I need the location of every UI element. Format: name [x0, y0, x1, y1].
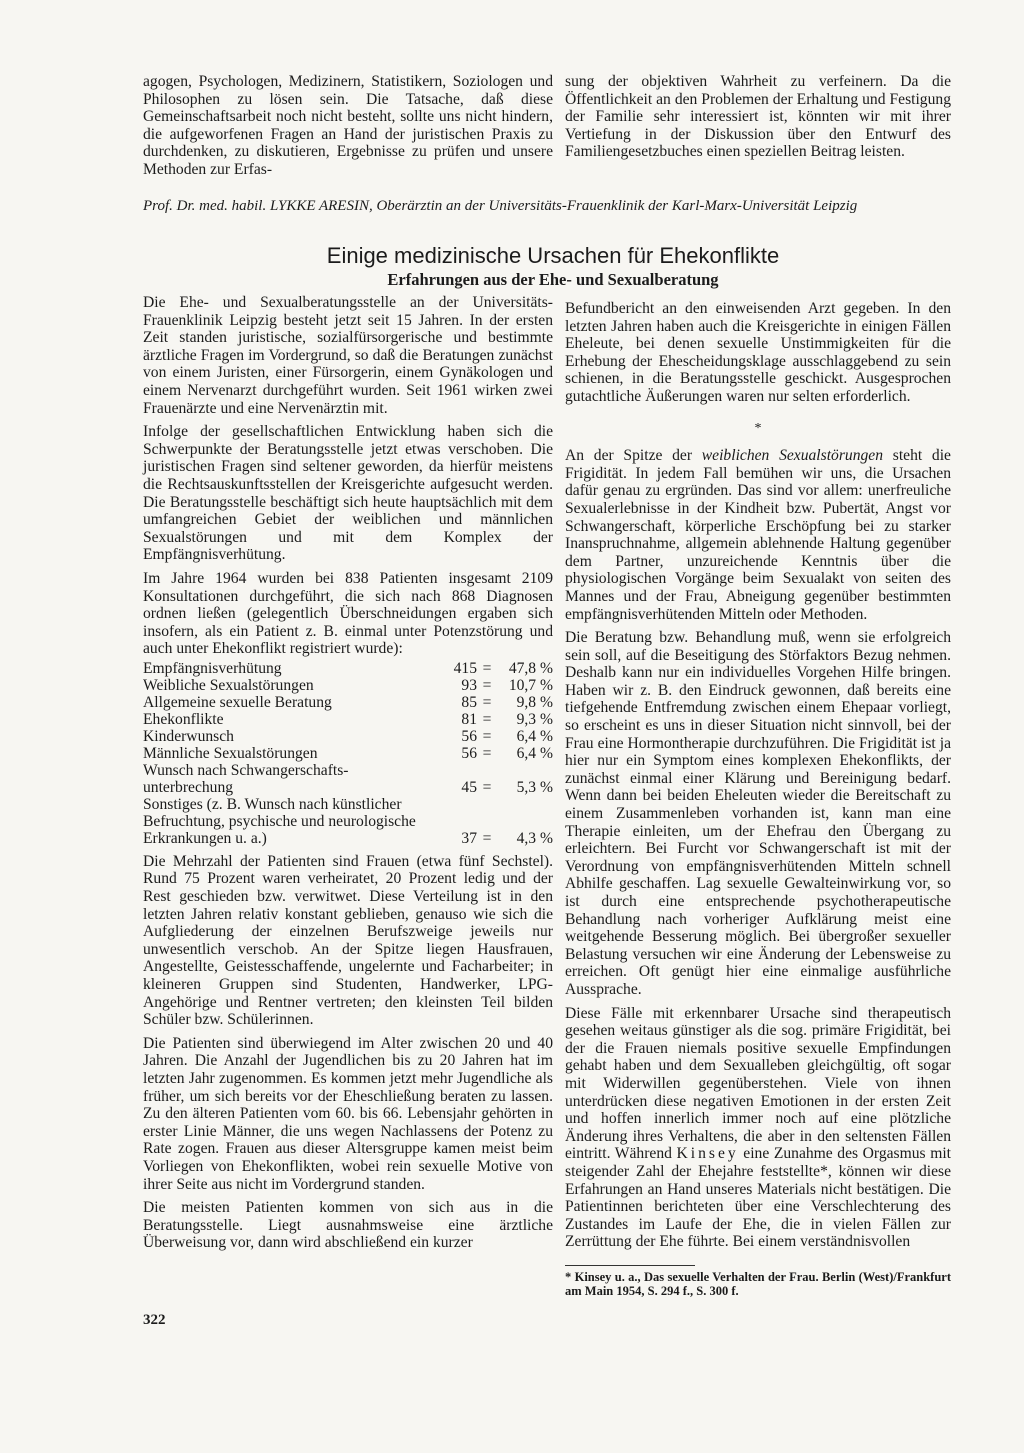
paragraph: Infolge der gesellschaftlichen Entwicklung haben sich die Schwerpunkte der Beratungsstelle jetzt etwas verschoben. Die juristischen Fragen sind seltener geworden, da hierfür meistens die Rechtsauskunftsstellen der Kreisgerichte aufgesucht werden. Die Beratungsstelle beschäftigt sich heute hauptsächlich mit dem umfangreichen Gebiet der weiblichen und männlichen Sexualstörungen und mit dem Komplex der Empfängnisverhütung.	[143, 423, 553, 564]
table-row	[143, 711, 553, 728]
paragraph	[565, 447, 951, 623]
diagnosis-statistics-table	[143, 660, 553, 847]
emphasis-text: weiblichen Sexualstörungen	[701, 447, 884, 465]
stat-percent: 9,3 %	[516, 710, 553, 728]
stat-percent: 4,3 %	[516, 829, 553, 847]
paragraph: Befundbericht an den einweisenden Arzt gegeben. In den letzten Jahren haben auch die Kreisgerichte in einigen Fällen Eheleute, bei denen sexuelle Unstimmigkeiten für die Erhebung der Ehescheidungsklage ausschlaggebend zu sein schienen, in die Beratungsstelle geschickt. Ausgesprochen gutachtliche Äußerungen waren nur selten erforderlich.	[565, 300, 951, 405]
stat-percent: 6,4 %	[516, 727, 553, 745]
table-row	[143, 745, 553, 762]
paragraph: Die Beratung bzw. Behandlung muß, wenn sie erfolgreich sein soll, auf die Beseitigung des Störfaktors Bezug nehmen. Deshalb kann nur ein individuelles Vorgehen Hilfe bringen. Haben wir z. B. den Eindruck gewonnen, daß bereits eine tiefgehende Entfremdung zwischen einem Ehepaar vorliegt, so erscheint es uns in dieser Situation nicht sinnvoll, bei der Frau eine Hormontherapie durchzuführen. Die Frigidität ist ja hier nur ein Symptom eines komplexen Ehekonflikts, der zunächst einmal einer Klärung und Bereinigung bedarf. Wenn dann bei beiden Eheleuten wieder die Bereitschaft zu einem Zusammenleben vorhanden ist, kann man eine Therapie einleiten, um der Ehefrau den Übergang zu erleichtern. Bei Furcht vor Schwangerschaft ist mit der Verordnung von empfängnisverhütenden Mitteln schnell Abhilfe geschaffen. Lag sexuelle Gewalteinwirkung vor, so ist durch eine entsprechende psychotherapeutische Behandlung nach vorheriger Aufklärung meist eine weitgehende Besserung möglich. Bei übergroßer sexueller Belastung versuchen wir eine Änderung der Lebensweise zu erreichen. Oft genügt hier eine einmalige ausführliche Aussprache.	[565, 629, 951, 998]
paragraph: Die Patienten sind überwiegend im Alter zwischen 20 und 40 Jahren. Die Anzahl der Jugendlichen bis zu 20 Jahren hat im letzten Jahr zugenommen. Es kommen jetzt mehr Jugendliche als früher, um sich bereits vor der Eheschließung beraten zu lassen. Zu den älteren Patienten vom 60. bis 66. Lebensjahr gehörten in erster Linie Männer, die uns wegen Nachlassens der Potenz zu Rate zogen. Frauen aus dieser Altersgruppe kamen meist beim Vorliegen von Ehekonflikten, wobei rein sexuelle Motive von ihrer Seite aus nicht im Vordergrund standen.	[143, 1034, 553, 1193]
stat-percent: 10,7 %	[508, 676, 553, 694]
article-right-column	[565, 300, 951, 1299]
top-left-column	[143, 73, 553, 185]
top-left-text: agogen, Psychologen, Medizinern, Statistikern, Soziologen und Philosophen zu lösen sein. Die Tatsache, daß diese Gemeinschaftsarbeit noch nicht besteht, sollte uns nicht hindern, die aufgeworfenen Fragen an Hand der juristischen Praxis zu durchdenken, zu diskutieren, Ergebnisse zu prüfen und unsere Methoden zur Erfas-	[143, 73, 553, 178]
author-byline: Prof. Dr. med. habil. LYKKE ARESIN, Oberärztin an der Universitäts-Frauenklinik der Karl-Marx-Universität Leipzig	[143, 198, 858, 214]
stat-equals: =	[482, 744, 492, 762]
stat-equals: =	[482, 659, 492, 677]
stat-label: Kinderwunsch	[143, 727, 234, 745]
paragraph: Die Ehe- und Sexualberatungsstelle an der Universitäts-Frauenklinik Leipzig besteht jetzt seit 15 Jahren. In der ersten Zeit standen juristische, sozialfürsorgerische und bestimmte ärztliche Fragen im Vordergrund, so daß die Beratungen zunächst von einem Juristen, einer Fürsorgerin, einem Gynäkologen und einem Nervenarzt durchgeführt wurden. Seit 1961 wirken zwei Frauenärzte und eine Nervenärztin mit.	[143, 294, 553, 417]
stat-label: Empfängnisverhütung	[143, 659, 282, 677]
paragraph: Die meisten Patienten kommen von sich aus in die Beratungsstelle. Liegt ausnahmsweise eine ärztliche Überweisung vor, dann wird abschließend ein kurzer	[143, 1199, 553, 1252]
stat-percent: 6,4 %	[516, 744, 553, 762]
stat-label: Sonstiges (z. B. Wunsch nach künstlicher Befruchtung, psychische und neurologische Erkrankungen u. a.)	[143, 795, 416, 847]
stat-label: Allgemeine sexuelle Beratung	[143, 693, 332, 711]
text-run: Diese Fälle mit erkennbarer Ursache sind therapeutisch gesehen weitaus günstiger als die sog. primäre Frigidität, bei der die Frauen niemals positive sexuelle Empfindungen gehabt haben und dem Sexualleben gleichgültig, oft sogar mit Widerwillen gegenüberstehen. Viele von ihnen unterdrücken diese negativen Emotionen in der ersten Zeit und hoffen innerlich immer noch auf eine plötzliche Änderung ihres Verhaltens, die aber in den seltensten Fällen eintritt. Während	[565, 1004, 951, 1163]
text-run: steht die Frigidität. In jedem Fall bemühen wir uns, die Ursachen dafür genau zu ergründen. Das sind vor allem: unerfreuliche Sexualerlebnisse in der Kindheit bzw. Pubertät, Angst vor Schwangerschaft, körperliche Erschöpfung bei zu starker Inanspruchnahme, allgemein ablehnende Haltung gegenüber dem Partner, unzureichende Kenntnis über die physiologischen Vorgänge beim Sexualakt von seiten des Mannes und der Frau, Abneigung gegenüber bestimmten empfängnisverhütenden Mitteln oder Methoden.	[565, 447, 951, 623]
table-row	[143, 677, 553, 694]
top-right-column	[565, 73, 951, 167]
paragraph	[565, 1005, 951, 1251]
stat-label: Ehekonflikte	[143, 710, 224, 728]
stat-equals: =	[482, 710, 492, 728]
table-row	[143, 762, 553, 796]
stat-equals: =	[482, 676, 492, 694]
spaced-name: Kinsey	[676, 1145, 739, 1163]
article-subtitle: Erfahrungen aus der Ehe- und Sexualberatung	[387, 270, 719, 289]
stat-percent: 5,3 %	[516, 778, 553, 796]
paragraph: Im Jahre 1964 wurden bei 838 Patienten insgesamt 2109 Konsultationen durchgeführt, die sich nach 868 Diagnosen ordnen ließen (gelegentlich Überschneidungen ergaben sich insofern, als ein Patient z. B. einmal unter Potenzstörung und auch unter Ehekonflikt registriert wurde):	[143, 569, 553, 658]
page-number: 322	[143, 1312, 166, 1328]
table-row	[143, 728, 553, 745]
stat-count: 56	[461, 727, 477, 745]
stat-equals: =	[482, 693, 492, 711]
article-title: Einige medizinische Ursachen für Ehekonflikte	[326, 243, 780, 268]
stat-label: Männliche Sexualstörungen	[143, 744, 318, 762]
footnote: * Kinsey u. a., Das sexuelle Verhalten der Frau. Berlin (West)/Frankfurt am Main 1954, S. 294 f., S. 300 f.	[565, 1269, 951, 1299]
stat-count: 81	[461, 710, 477, 728]
table-row	[143, 796, 553, 847]
stat-equals: =	[482, 829, 492, 847]
stat-percent: 47,8 %	[508, 659, 553, 677]
article-left-column	[143, 294, 553, 1258]
stat-percent: 9,8 %	[516, 693, 553, 711]
stat-label: Wunsch nach Schwangerschafts-unterbrechung	[143, 761, 349, 796]
text-run: eine Zunahme des Orgasmus mit steigender Zahl der Ehejahre feststellte*, können wir diese Erfahrungen an Hand unseres Materials nicht bestätigen. Die Patientinnen berichteten über eine Verschlechterung des Zustandes im Laufe der Ehe, die in vielen Fällen zur Zerrüttung der Ehe führte. Bei einem verständnisvollen	[565, 1145, 951, 1251]
stat-count: 56	[461, 744, 477, 762]
stat-label: Weibliche Sexualstörungen	[143, 676, 314, 694]
stat-count: 45	[461, 778, 477, 796]
stat-count: 415	[453, 659, 477, 677]
stat-count: 37	[461, 829, 477, 847]
stat-count: 93	[461, 676, 477, 694]
text-run: An der Spitze der	[565, 447, 702, 465]
table-row	[143, 694, 553, 711]
paragraph: Die Mehrzahl der Patienten sind Frauen (etwa fünf Sechstel). Rund 75 Prozent waren verheiratet, 20 Prozent ledig und der Rest geschieden bzw. verwitwet. Diese Verteilung ist in den letzten Jahren relativ konstant geblieben, genauso wie sich die Aufgliederung der einzelnen Berufszweige jeweils nur unwesentlich verschob. An der Spitze liegen Hausfrauen, Angestellte, Geistesschaffende, ungelernte und Facharbeiter; in kleineren Gruppen sind Studenten, Handwerker, LPG-Angehörige und Rentner vertreten; den kleinsten Teil bilden Schüler bzw. Schülerinnen.	[143, 852, 553, 1029]
stat-count: 85	[461, 693, 477, 711]
stat-equals: =	[482, 778, 492, 796]
section-separator: *	[754, 420, 762, 436]
stat-equals: =	[482, 727, 492, 745]
table-row	[143, 660, 553, 677]
top-right-text: sung der objektiven Wahrheit zu verfeinern. Da die Öffentlichkeit an den Problemen der Erhaltung und Festigung der Familie sehr interessiert ist, könnten wir mit ihrer Vertiefung in der Diskussion über den Entwurf des Familiengesetzbuches einen speziellen Beitrag leisten.	[565, 73, 951, 161]
